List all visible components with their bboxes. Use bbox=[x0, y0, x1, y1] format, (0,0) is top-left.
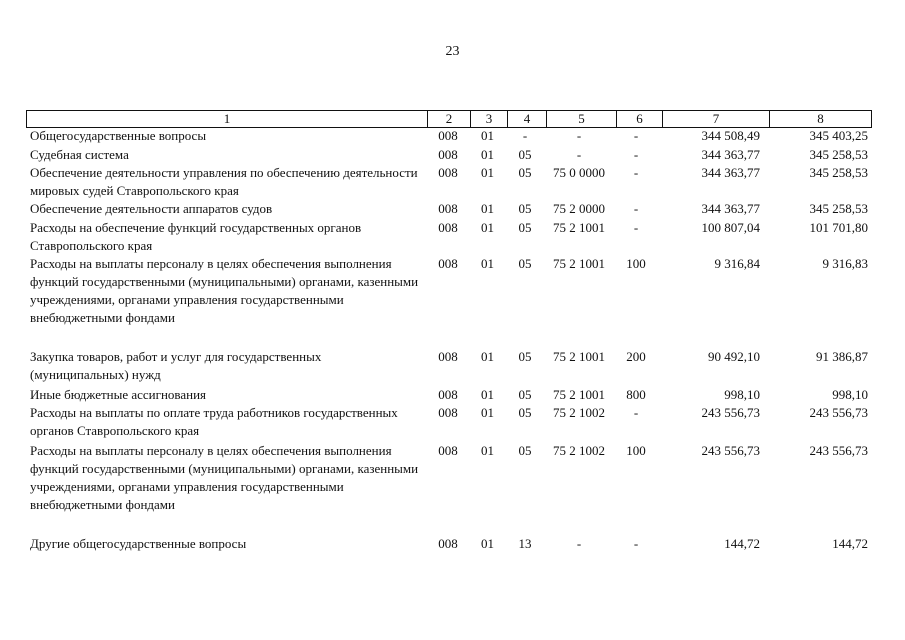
row-target-article: 75 2 1002 bbox=[553, 443, 605, 458]
row-name: Обеспечение деятельности управления по обеспечению деятельности мировых судей Ставропольского края bbox=[30, 165, 418, 198]
row-ministry-code: 008 bbox=[438, 536, 458, 551]
row-ministry-code: 008 bbox=[438, 201, 458, 216]
row-target-article: - bbox=[576, 536, 582, 551]
column-header-4: 4 bbox=[507, 111, 546, 127]
row-expense-type: - bbox=[633, 165, 639, 180]
row-amount-8: 998,10 bbox=[832, 387, 868, 402]
row-expense-type: 100 bbox=[626, 256, 646, 271]
row-subsection-code: - bbox=[522, 128, 528, 143]
row-ministry-code: 008 bbox=[438, 128, 458, 143]
row-name: Общегосударственные вопросы bbox=[30, 128, 207, 143]
row-ministry-code: 008 bbox=[438, 387, 458, 402]
row-target-article: - bbox=[576, 147, 582, 162]
row-amount-7: 344 508,49 bbox=[701, 128, 760, 143]
row-target-article: 75 2 1001 bbox=[553, 220, 605, 235]
column-header-7: 7 bbox=[662, 111, 769, 127]
row-amount-7: 344 363,77 bbox=[701, 201, 760, 216]
row-target-article: 75 2 1001 bbox=[553, 349, 605, 364]
row-amount-8: 101 701,80 bbox=[809, 220, 868, 235]
row-amount-7: 243 556,73 bbox=[701, 405, 760, 420]
row-section-code: 01 bbox=[481, 443, 494, 458]
row-amount-8: 243 556,73 bbox=[809, 405, 868, 420]
row-expense-type: 800 bbox=[626, 387, 646, 402]
column-header-5: 5 bbox=[546, 111, 616, 127]
row-target-article: 75 2 0000 bbox=[553, 201, 605, 216]
row-amount-8: 9 316,83 bbox=[822, 256, 868, 271]
row-subsection-code: 05 bbox=[518, 387, 532, 402]
row-ministry-code: 008 bbox=[438, 443, 458, 458]
row-section-code: 01 bbox=[481, 147, 494, 162]
row-section-code: 01 bbox=[481, 405, 494, 420]
row-amount-7: 344 363,77 bbox=[701, 147, 760, 162]
column-header-2: 2 bbox=[427, 111, 470, 127]
row-name: Иные бюджетные ассигнования bbox=[30, 387, 207, 402]
row-subsection-code: 13 bbox=[518, 536, 532, 551]
row-amount-8: 91 386,87 bbox=[816, 349, 868, 364]
row-target-article: 75 0 0000 bbox=[553, 165, 605, 180]
page-number: 23 bbox=[445, 44, 460, 59]
row-section-code: 01 bbox=[481, 387, 494, 402]
row-amount-8: 345 258,53 bbox=[809, 201, 868, 216]
row-expense-type: - bbox=[633, 536, 639, 551]
row-section-code: 01 bbox=[481, 536, 494, 551]
row-section-code: 01 bbox=[481, 349, 494, 364]
row-section-code: 01 bbox=[481, 220, 494, 235]
row-name: Расходы на обеспечение функций государственных органов Ставропольского края bbox=[30, 220, 362, 253]
row-amount-8: 345 258,53 bbox=[809, 165, 868, 180]
row-section-code: 01 bbox=[481, 165, 494, 180]
row-amount-8: 243 556,73 bbox=[809, 443, 868, 458]
row-subsection-code: 05 bbox=[518, 201, 532, 216]
row-expense-type: - bbox=[633, 128, 639, 143]
row-target-article: 75 2 1002 bbox=[553, 405, 605, 420]
row-expense-type: - bbox=[633, 201, 639, 216]
row-target-article: 75 2 1001 bbox=[553, 256, 605, 271]
row-name: Судебная система bbox=[30, 147, 129, 162]
row-expense-type: - bbox=[633, 220, 639, 235]
row-subsection-code: 05 bbox=[518, 165, 532, 180]
row-name: Обеспечение деятельности аппаратов судов bbox=[30, 201, 273, 216]
row-ministry-code: 008 bbox=[438, 220, 458, 235]
row-subsection-code: 05 bbox=[518, 147, 532, 162]
column-header-1: 1 bbox=[223, 111, 231, 126]
row-amount-7: 243 556,73 bbox=[701, 443, 760, 458]
row-expense-type: - bbox=[633, 405, 639, 420]
row-subsection-code: 05 bbox=[518, 349, 532, 364]
row-ministry-code: 008 bbox=[438, 405, 458, 420]
column-header-8: 8 bbox=[769, 111, 871, 127]
row-ministry-code: 008 bbox=[438, 147, 458, 162]
row-subsection-code: 05 bbox=[518, 443, 532, 458]
row-amount-8: 345 403,25 bbox=[809, 128, 868, 143]
row-section-code: 01 bbox=[481, 128, 494, 143]
row-target-article: 75 2 1001 bbox=[553, 387, 605, 402]
row-section-code: 01 bbox=[481, 201, 494, 216]
row-section-code: 01 bbox=[481, 256, 494, 271]
row-subsection-code: 05 bbox=[518, 405, 532, 420]
row-subsection-code: 05 bbox=[518, 220, 532, 235]
row-name: Расходы на выплаты персоналу в целях обеспечения выполнения функций государственными (муниципальными) органами, казенными учреждениями, органами управления государственными внебюджетными фондами bbox=[30, 443, 419, 512]
row-expense-type: - bbox=[633, 147, 639, 162]
row-name: Расходы на выплаты по оплате труда работников государственных органов Ставропольского края bbox=[30, 405, 398, 438]
row-expense-type: 200 bbox=[626, 349, 646, 364]
row-amount-7: 90 492,10 bbox=[708, 349, 760, 364]
column-header-6: 6 bbox=[616, 111, 662, 127]
row-ministry-code: 008 bbox=[438, 256, 458, 271]
column-header-3: 3 bbox=[470, 111, 507, 127]
row-amount-8: 144,72 bbox=[832, 536, 868, 551]
row-name: Закупка товаров, работ и услуг для государственных (муниципальных) нужд bbox=[30, 349, 322, 382]
row-ministry-code: 008 bbox=[438, 349, 458, 364]
row-expense-type: 100 bbox=[626, 443, 646, 458]
row-amount-7: 100 807,04 bbox=[701, 220, 760, 235]
row-name: Другие общегосударственные вопросы bbox=[30, 536, 247, 551]
table-header bbox=[26, 110, 872, 128]
row-ministry-code: 008 bbox=[438, 165, 458, 180]
row-subsection-code: 05 bbox=[518, 256, 532, 271]
row-amount-7: 144,72 bbox=[724, 536, 760, 551]
row-name: Расходы на выплаты персоналу в целях обеспечения выполнения функций государственными (муниципальными) органами, казенными учреждениями, органами управления государственными внебюджетными фондами bbox=[30, 256, 419, 325]
row-amount-7: 998,10 bbox=[724, 387, 760, 402]
row-amount-8: 345 258,53 bbox=[809, 147, 868, 162]
row-target-article: - bbox=[576, 128, 582, 143]
row-amount-7: 9 316,84 bbox=[714, 256, 760, 271]
row-amount-7: 344 363,77 bbox=[701, 165, 760, 180]
